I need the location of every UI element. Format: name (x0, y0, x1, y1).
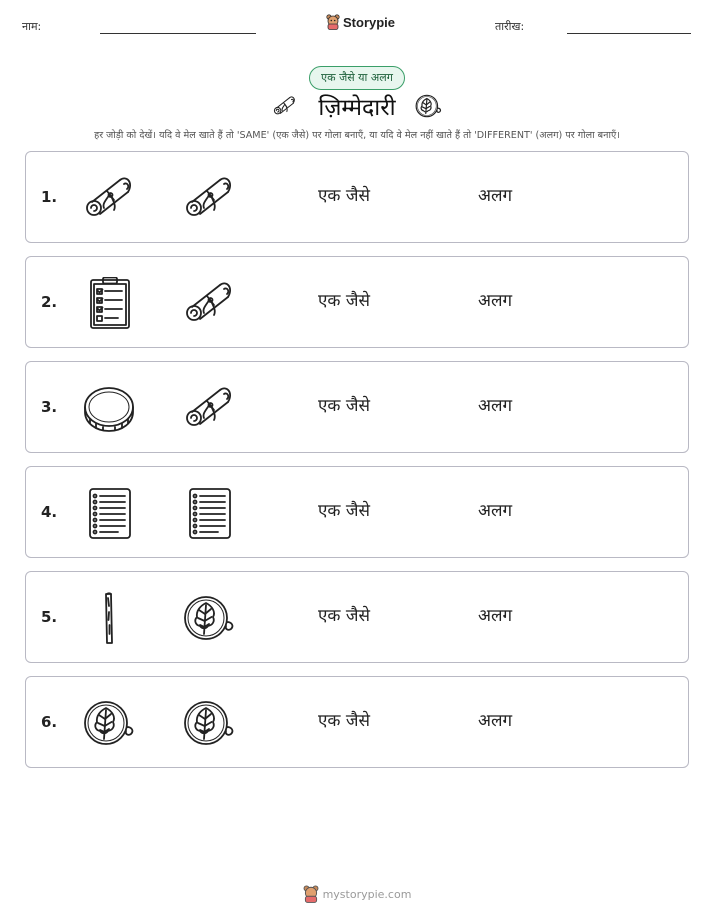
leaf-badge-icon (182, 592, 238, 644)
name-label: नाम: (22, 20, 42, 33)
leaf-badge-icon (182, 697, 238, 749)
different-option[interactable]: अलग (478, 501, 513, 521)
footer-url: mystorypie.com (322, 887, 412, 901)
different-option[interactable]: अलग (478, 711, 513, 731)
leaf-badge-icon (82, 697, 138, 749)
same-option[interactable]: एक जैसे (318, 606, 370, 626)
footer (0, 885, 714, 903)
same-option[interactable]: एक जैसे (318, 396, 370, 416)
date-line (567, 33, 691, 34)
bear-logo-icon (303, 885, 319, 903)
pair-row (25, 361, 689, 453)
different-option[interactable]: अलग (478, 396, 513, 416)
instructions-text: हर जोड़ी को देखें। यदि वे मेल खाते हैं तो 'SAME' (एक जैसे) पर गोला बनाएँ, या यदि वे मेल नहीं खाते हैं तो 'DIFFERENT' (अलग) पर गोला बनाएँ। (94, 130, 620, 141)
same-option[interactable]: एक जैसे (318, 501, 370, 521)
same-option[interactable]: एक जैसे (318, 186, 370, 206)
brand-logo (326, 14, 395, 30)
bear-logo-icon (326, 14, 340, 30)
row-number: 2. (41, 293, 58, 311)
brand-name: Storypie (343, 14, 396, 30)
scroll-icon (182, 172, 238, 224)
scroll-icon (182, 382, 238, 434)
pair-row (25, 676, 689, 768)
pair-row (25, 571, 689, 663)
same-option[interactable]: एक जैसे (318, 291, 370, 311)
leaf-badge-icon (414, 92, 444, 120)
scroll-icon (182, 277, 238, 329)
clipboard-checklist-icon (82, 277, 138, 329)
row-number: 5. (41, 608, 58, 626)
same-option[interactable]: एक जैसे (318, 711, 370, 731)
different-option[interactable]: अलग (478, 291, 513, 311)
name-line (100, 33, 256, 34)
pair-row (25, 151, 689, 243)
worksheet-title: ज़िम्मेदारी (318, 95, 396, 121)
pair-row (25, 256, 689, 348)
pair-row (25, 466, 689, 558)
scroll-icon (82, 172, 138, 224)
notepad-list-icon (182, 487, 238, 539)
category-tag: एक जैसे या अलग (309, 66, 405, 90)
notepad-list-icon (82, 487, 138, 539)
stick-icon (82, 592, 138, 644)
date-label: तारीख: (495, 20, 525, 33)
row-number: 6. (41, 713, 58, 731)
row-number: 4. (41, 503, 58, 521)
row-number: 3. (41, 398, 58, 416)
different-option[interactable]: अलग (478, 186, 513, 206)
coin-icon (82, 382, 138, 434)
different-option[interactable]: अलग (478, 606, 513, 626)
worksheet-header (0, 14, 714, 38)
row-number: 1. (41, 188, 58, 206)
